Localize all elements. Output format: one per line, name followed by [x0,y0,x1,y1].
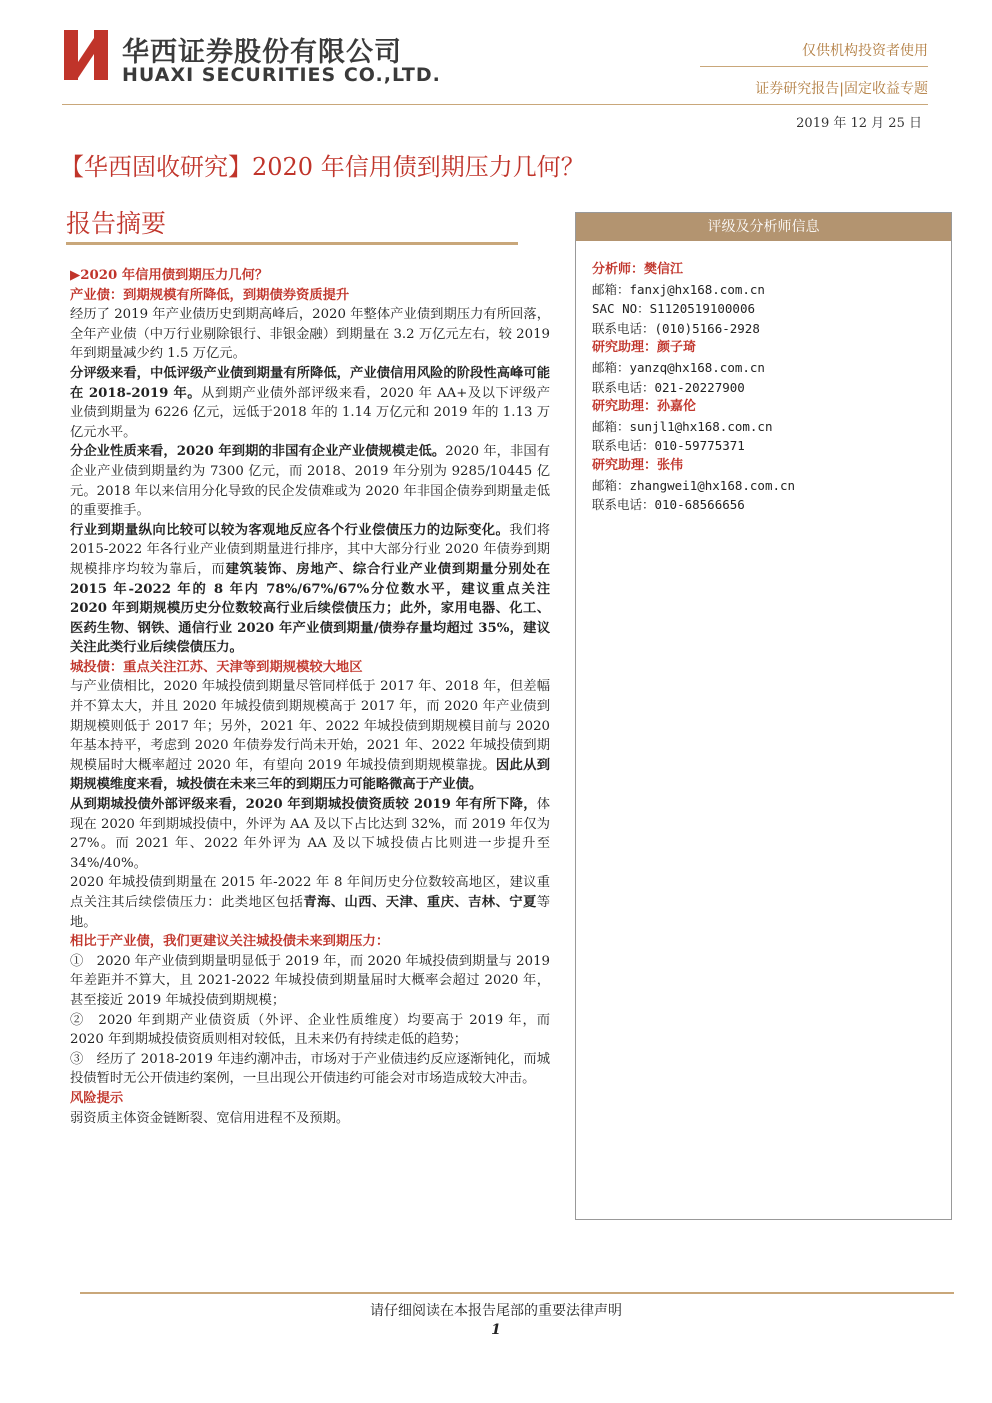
paragraph: 分评级来看，中低评级产业债到期量有所降低，产业债信用风险的阶段性高峰可能在 2018-2019 年。从到期产业债外部评级来看，2020 年 AA+及以下评级产业债到期量为 6226 亿元，远低于2018 年的 1.14 万亿元和 2019 年的 1.13 万亿元水平。 [70,365,550,440]
analyst-role: 研究助理：孙嘉伦 [592,399,697,415]
analyst-email: 邮箱：yanzq@hx168.com.cn [592,359,765,375]
analyst-email: 邮箱：fanxj@hx168.com.cn [592,281,765,297]
analyst-phone: 联系电话：021-20227900 [592,379,745,395]
risk-text: 弱资质主体资金链断裂、宽信用进程不及预期。 [70,1110,350,1126]
analyst-entry [592,260,951,338]
abstract-underline [66,242,518,245]
analyst-role: 研究助理：颜子琦 [592,340,697,356]
risk-heading: 风险提示 [70,1090,124,1106]
analyst-list [576,241,951,515]
paragraph: 从到期城投债外部评级来看，2020 年到期城投债资质较 2019 年有所下降，体现在 2020 年到期城投债中，外评为 AA 及以下占比达到 32%，而 2019 年仅为 27%。而 2021 年、2022 年外评为 AA 及以下城投债占比则进一步提升至 34%/40%。 [70,797,550,871]
report-type: 证券研究报告|固定收益专题 [755,81,928,97]
section-chengtou-heading: 城投债：重点关注江苏、天津等到期规模较大地区 [70,659,363,675]
analyst-entry [592,456,951,515]
abstract-heading: 报告摘要 [66,209,167,238]
analyst-sac: SAC NO：S1120519100006 [592,301,756,317]
analyst-role: 研究助理：张伟 [592,457,684,473]
sidebar-heading: 评级及分析师信息 [576,213,951,241]
company-name-cn: 华西证券股份有限公司 [122,37,402,68]
analyst-phone: 联系电话：010-59775371 [592,438,745,454]
analyst-phone: 联系电话：010-68566656 [592,497,745,513]
footer-rule [80,1292,954,1294]
audience-note: 仅供机构投资者使用 [802,43,928,59]
header-divider [700,66,928,67]
section-industrial-heading: 产业债：到期规模有所降低，到期债券资质提升 [70,287,350,303]
list-item: ② 2020 年到期产业债资质（外评、企业性质维度）均要高于 2019 年，而 2020 年到期城投债资质则相对较低，且未来仍有持续走低的趋势； [70,1012,550,1048]
company-name-en: HUAXI SECURITIES CO.,LTD. [122,64,441,86]
footer-disclaimer: 请仔细阅读在本报告尾部的重要法律声明 [370,1303,622,1319]
analyst-email: 邮箱：sunjl1@hx168.com.cn [592,418,773,434]
report-title: 【华西固收研究】2020 年信用债到期压力几何？ [60,153,585,181]
list-item: ③ 经历了 2018-2019 年违约潮冲击，市场对于产业债违约反应逐渐钝化，而城投债暂时无公开债违约案例，一旦出现公开债违约可能会对市场造成较大冲击。 [70,1051,550,1087]
analyst-email: 邮箱：zhangwei1@hx168.com.cn [592,477,796,493]
paragraph: 经历了 2019 年产业债历史到期高峰后，2020 年整体产业债到期压力有所回落，全年产业债（中万行业剔除银行、非银金融）到期量在 3.2 万亿元左右，较 2019 年到期量减少约 1.5 万亿元。 [70,307,550,362]
analyst-role: 分析师：樊信江 [592,262,684,277]
paragraph: 与产业债相比，2020 年城投债到期量尽管同样低于 2017 年、2018 年，但差幅并不算太大，并且 2020 年城投债到期规模高于 2017 年，而 2020 年产业债到期规模则低于 2017 年；另外，2021 年、2022 年城投债到期规模目前与 2020 年基本持平，考虑到 2020 年债券发行尚未开始，2021 年、2022 年城投债到期规模届时大概率超过 2020 年，有望向 2019 年城投债到期规模靠拢。因此从到期规模维度来看，城投债在未来三年的到期压力可能略微高于产业债。 [70,679,550,793]
section-comparison-heading: 相比于产业债，我们更建议关注城投债未来到期压力： [70,934,390,950]
report-date: 2019 年 12 月 25 日 [796,116,922,131]
analyst-entry [592,397,951,456]
paragraph: 2020 年城投债到期量在 2015 年-2022 年 8 年间历史分位数较高地区，建议重点关注其后续偿债压力：此类地区包括青海、山西、天津、重庆、吉林、宁夏等地。 [70,875,551,930]
paragraph: 分企业性质来看，2020 年到期的非国有企业产业债规模走低。2020 年，非国有企业产业债到期量约为 7300 亿元，而 2018、2019 年分别为 9285/10445 亿元。2018 年以来信用分化导致的民企发债难或为 2020 年非国企债券到期量走低的重要推手。 [70,444,550,519]
paragraph: 行业到期量纵向比较可以较为客观地反应各个行业偿债压力的边际变化。我们将 2015-2022 年各行业产业债到期量进行排序，其中大部分行业 2020 年债券到期规模排序均较为靠后，而建筑装饰、房地产、综合行业产业债到期量分别处在 2015 年-2022 年的 8 年内 78%/67%/67%分位数水平，建议重点关注 2020 年到期规模历史分位数较高行业后续偿债压力；此外，家用电器、化工、医药生物、钢铁、通信行业 2020 年产业债到期量/债券存量均超过 35%，建议关注此类行业后续偿债压力。 [70,522,551,656]
list-item: ① 2020 年产业债到期量明显低于 2019 年，而 2020 年城投债到期量与 2019 年差距并不算大，且 2021-2022 年城投债到期量届时大概率会超过 2020 年，甚至接近 2019 年城投债到期规模； [70,953,550,1008]
analyst-phone: 联系电话：(010)5166-2928 [592,320,760,336]
page-number: 1 [491,1322,501,1338]
summary-lead: ▶2020 年信用债到期压力几何？ [70,268,269,283]
header-rule [62,104,928,105]
analyst-sidebar [575,212,952,1220]
company-logo [62,26,110,84]
analyst-entry [592,338,951,397]
summary-body [70,266,550,1128]
